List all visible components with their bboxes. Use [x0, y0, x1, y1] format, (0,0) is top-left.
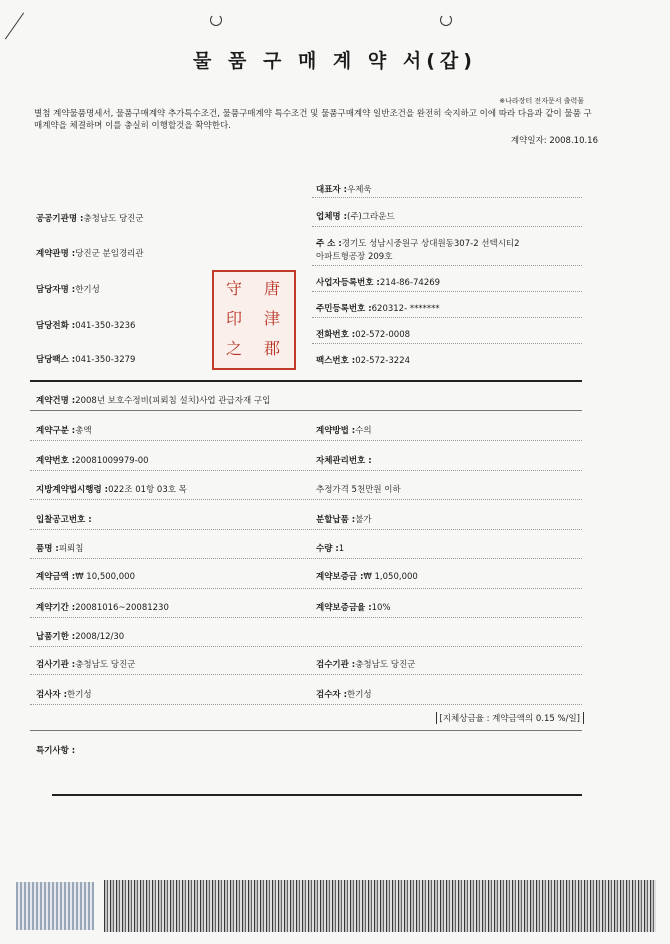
print-note: ※나라장터 전자문서 출력물	[499, 97, 584, 105]
qr-code-image	[16, 882, 94, 930]
field-number: 계약번호 :20081009979-00	[36, 456, 149, 466]
seal-char: 之	[226, 339, 243, 358]
divider	[312, 291, 582, 292]
party-left-3: 담당전화 :041-350-3236	[36, 321, 136, 331]
field-inspector: 검사자 :한기성	[36, 690, 92, 700]
field-method: 계약방법 :수의	[316, 426, 372, 436]
divider	[30, 499, 582, 500]
seal-char: 津	[264, 309, 281, 328]
divider	[30, 470, 582, 471]
divider	[30, 730, 582, 731]
divider	[30, 674, 582, 675]
punch-hole-left	[210, 14, 222, 26]
special-notes: 특기사항 :	[36, 746, 76, 756]
document-title: 물 품 구 매 계 약 서(갑)	[193, 50, 477, 72]
party-left-4: 담당팩스 :041-350-3279	[36, 355, 136, 365]
official-seal	[212, 270, 296, 370]
divider	[30, 558, 582, 559]
field-amount: 계약금액 :₩ 10,500,000	[36, 572, 135, 582]
party-right-4: 사업자등록번호 :214-86-74269	[316, 278, 441, 288]
punch-hole-right	[440, 14, 452, 26]
party-right-6: 전화번호 :02-572-0008	[316, 330, 411, 340]
party-right-0: 대표자 :우제욱	[316, 185, 372, 195]
field-accept-org: 검수기관 :충청남도 당진군	[316, 660, 416, 670]
field-delivery: 납품기한 :2008/12/30	[36, 632, 125, 642]
field-deposit-rate: 계약보증금율 :10%	[316, 603, 391, 613]
field-estimate: 추정가격 5천만원 이하	[316, 485, 401, 495]
divider	[312, 197, 582, 198]
intro-paragraph: 별첨 계약물품명세서, 물품구매계약 추가특수조건, 물품구매계약 특수조건 및 물품구매계약 일반조건을 완전히 숙지하고 이에 따라 다음과 같이 물품 구매계약을 체결하며 이를 충실히 이행할것을 확약한다.	[34, 109, 592, 131]
field-period: 계약기간 :20081016~20081230	[36, 603, 169, 613]
field-inspect-org: 검사기관 :충청남도 당진군	[36, 660, 136, 670]
divider	[312, 317, 582, 318]
seal-char: 郡	[264, 339, 281, 358]
party-left-1: 계약관명 :당진군 분임경리관	[36, 249, 144, 259]
field-bid-notice: 입찰공고번호 :	[36, 515, 92, 525]
divider	[30, 440, 582, 441]
divider	[30, 410, 582, 411]
seal-char: 唐	[264, 279, 281, 298]
party-left-2: 담당자명 :한기성	[36, 285, 100, 295]
divider	[30, 617, 582, 618]
divider	[312, 343, 582, 344]
field-acceptor: 검수자 :한기성	[316, 690, 372, 700]
2d-barcode-image	[104, 880, 656, 932]
contract-name: 계약건명 :2008년 보호수정비(피뢰침 설치)사업 관급자재 구입	[36, 396, 271, 406]
divider	[312, 265, 582, 266]
seal-char: 守	[226, 279, 243, 298]
divider	[312, 226, 582, 227]
late-fee-rate: [지체상금율 : 계약금액의 0.15 %/일]	[436, 712, 585, 724]
section-divider	[30, 380, 582, 382]
field-split: 분할납품 :불가	[316, 515, 372, 525]
field-law: 지방계약법시행령 :022조 01항 03호 목	[36, 485, 187, 495]
divider	[30, 588, 582, 589]
contract-date: 계약일자: 2008.10.16	[510, 136, 598, 146]
divider	[30, 646, 582, 647]
party-left-0: 공공기관명 :충청남도 당진군	[36, 214, 144, 224]
party-right-3: 아파트형공장 209호	[316, 252, 393, 262]
divider	[30, 704, 582, 705]
party-right-7: 팩스번호 :02-572-3224	[316, 356, 411, 366]
field-item: 품명 :피뢰침	[36, 544, 84, 554]
seal-char: 印	[226, 309, 243, 328]
party-right-1: 업체명 :(주)그라운드	[316, 212, 395, 222]
field-qty: 수량 :1	[316, 544, 345, 554]
field-kind: 계약구분 :총액	[36, 426, 92, 436]
divider	[30, 529, 582, 530]
bottom-divider	[52, 794, 582, 796]
field-deposit: 계약보증금 :₩ 1,050,000	[316, 572, 418, 582]
field-self-manage: 자체관리번호 :	[316, 456, 372, 466]
pen-mark	[5, 13, 24, 40]
party-right-5: 주민등록번호 :620312- *******	[316, 304, 440, 314]
party-right-2: 주 소 :경기도 성남시중원구 상대원동307-2 선텍시티2	[316, 239, 520, 249]
